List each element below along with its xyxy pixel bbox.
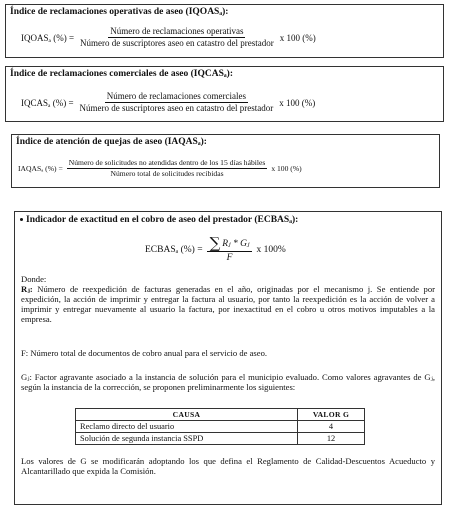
table-cell-causa: Reclamo directo del usuario	[76, 421, 298, 433]
iqoas-formula	[21, 27, 316, 49]
ecbas-numerator: Rⱼ * Gⱼ	[222, 238, 250, 249]
table-row	[76, 433, 365, 445]
iqoas-multiplier: x 100 (%)	[279, 32, 316, 43]
iaqas-box	[11, 134, 440, 188]
table-header-valor: VALOR G	[298, 409, 365, 421]
iaqas-denominator: Número total de solicitudes recibidas	[110, 168, 224, 178]
iaqas-title: Índice de atención de quejas de aseo (IAQASₐ):	[16, 137, 207, 147]
ecbas-title: Indicador de exactitud en el cobro de aseo del prestador (ECBASₐ):	[26, 215, 299, 225]
iqcas-multiplier: x 100 (%)	[279, 97, 316, 108]
ecbas-lhs: ECBASₐ (%) =	[145, 244, 203, 255]
f-definition: F: Número total de documentos de cobro anual para el servicio de aseo.	[21, 348, 268, 358]
iqcas-denominator: Número de suscriptores aseo en catastro del prestador	[79, 103, 274, 114]
table-cell-valor: 4	[298, 421, 365, 433]
ecbas-box	[14, 211, 442, 505]
r-text: Número de reexpedición de facturas generadas en el año, originadas por el mecanismo j. Se entiende por expedición, la acción de imprimir y entregar la factura al usuario, por tanto la reexpedición es la acción de volver a imprimir y entregar nuevamente al usuario la factura, por inexactitud en el cobro u otros motivos imputables a la empresa.	[21, 284, 435, 324]
r-definition	[21, 284, 435, 324]
table-cell-valor: 12	[298, 433, 365, 445]
table-row	[76, 421, 365, 433]
iqoas-lhs: IQOASₐ (%) =	[21, 32, 75, 43]
ecbas-title-row	[20, 215, 298, 225]
g-values-table	[75, 408, 365, 445]
bullet-icon	[20, 218, 23, 221]
iaqas-multiplier: x 100 (%)	[271, 163, 302, 173]
ecbas-numerator-row	[207, 236, 253, 252]
iqoas-denominator: Número de suscriptores aseo en catastro del prestador	[80, 38, 274, 49]
iqoas-box	[5, 4, 444, 58]
ecbas-formula	[145, 236, 286, 263]
iqcas-fraction	[78, 92, 276, 114]
iaqas-numerator: Número de solicitudes no atendidas dentro de los 15 días hábiles	[68, 158, 266, 167]
ecbas-denominator: F	[226, 253, 233, 263]
iqcas-title: Índice de reclamaciones comerciales de aseo (IQCASₐ):	[10, 69, 233, 79]
g-definition: Gⱼ: Factor agravante asociado a la instancia de solución para el municipio evaluado. Como valores agravantes de Gⱼ, según la instancia de la corrección, se proponen preliminarmente los siguientes:	[21, 372, 435, 392]
iaqas-fraction	[67, 159, 268, 178]
iqoas-numerator: Número de reclamaciones operativas	[108, 27, 245, 38]
r-term: Rⱼ:	[21, 284, 33, 294]
sum-symbol: ∑	[209, 234, 221, 252]
footer-note: Los valores de G se modificarán adoptando los que defina el Reglamento de Calidad-Descuentos Acueducto y Alcantarillado que expida la Comisión.	[21, 456, 435, 476]
iaqas-formula	[18, 159, 302, 178]
iaqas-lhs: IAQASₐ (%) =	[18, 163, 63, 173]
table-header-row	[76, 409, 365, 421]
ecbas-multiplier: x 100%	[256, 244, 286, 255]
iqcas-formula	[21, 92, 315, 114]
iqoas-fraction	[78, 27, 276, 49]
table-header-causa: CAUSA	[76, 409, 298, 421]
iqoas-title: Índice de reclamaciones operativas de aseo (IQOASₐ):	[10, 7, 229, 17]
table-cell-causa: Solución de segunda instancia SSPD	[76, 433, 298, 445]
iqcas-box	[5, 66, 444, 122]
donde-label: Donde:	[21, 274, 47, 284]
iqcas-numerator: Número de reclamaciones comerciales	[105, 92, 248, 103]
iqcas-lhs: IQCASₐ (%) =	[21, 97, 74, 108]
ecbas-fraction	[207, 236, 253, 263]
